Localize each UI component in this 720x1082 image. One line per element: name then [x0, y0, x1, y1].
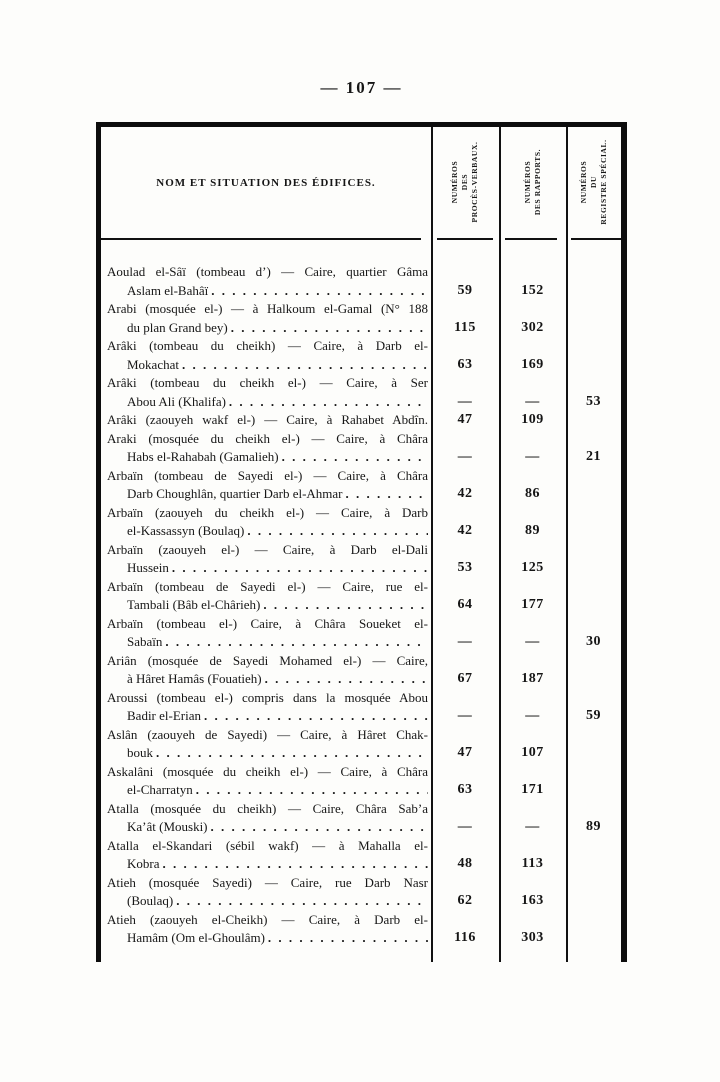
edifice-name-line2: [107, 855, 428, 874]
edifice-name-line1: Arbaïn (zaouyeh du cheikh el-) — Caire, à Darb: [107, 504, 428, 520]
edifice-name-line1: Arâki (tombeau du cheikh el-) — Caire, à Ser: [107, 375, 428, 390]
edifice-name-line2-text: Tambali (Bâb el-Chârieh): [127, 597, 261, 612]
table-row: [101, 300, 621, 337]
rapports-number: —: [525, 819, 540, 834]
proces-verbaux-number: 59: [457, 282, 473, 298]
edifice-name-line1: Araki (mosquée du cheikh el-) — Caire, à Châra: [107, 430, 428, 446]
table-row: [101, 874, 621, 911]
edifice-name-line2-text: Kobra: [127, 856, 160, 871]
table-row: [101, 800, 621, 837]
dot-leader: [196, 781, 428, 800]
dot-leader: [247, 522, 428, 541]
edifice-name-cell: [101, 837, 431, 874]
proces-verbaux-number: 67: [457, 671, 473, 686]
proces-verbaux-number: 42: [457, 486, 473, 501]
rapports-number: 171: [521, 782, 544, 797]
proces-verbaux-number: 47: [457, 412, 473, 427]
rapports-number: 109: [521, 412, 544, 427]
edifice-name-line2: [107, 319, 428, 338]
dot-leader: [176, 892, 428, 911]
edifice-name-line2: [107, 282, 428, 301]
edifice-name-line2-text: du plan Grand bey): [127, 319, 228, 335]
rapports-number: 89: [525, 523, 540, 538]
rapports-number: —: [525, 393, 540, 409]
table-body: [101, 240, 621, 948]
edifices-registry-table: [96, 122, 627, 962]
registre-special-number: 59: [586, 708, 601, 723]
proces-verbaux-number: —: [457, 393, 473, 409]
edifice-name-cell: [101, 578, 431, 615]
edifice-name-line2: [107, 670, 428, 689]
edifice-name-cell: [101, 541, 431, 578]
rapports-number: 169: [521, 356, 544, 372]
proces-verbaux-number: 53: [457, 560, 473, 575]
page-number: — 107 —: [320, 78, 403, 97]
dot-leader: [163, 855, 429, 874]
edifice-name-line2: [107, 781, 428, 800]
edifice-name-line1: Atieh (mosquée Sayedi) — Caire, rue Darb Nasr: [107, 874, 428, 890]
rapports-number: 152: [521, 282, 544, 298]
edifice-name-line2: [107, 522, 428, 541]
proces-verbaux-number: 63: [457, 782, 473, 797]
proces-verbaux-number: —: [457, 708, 473, 723]
dot-leader: [156, 744, 428, 763]
dot-leader: [204, 707, 428, 726]
edifice-name-cell: [101, 874, 431, 911]
edifice-name-line2-text: el-Charratyn: [127, 782, 193, 797]
edifice-name-line1: Askalâni (mosquée du cheikh el-) — Caire, à Châra: [107, 763, 428, 779]
edifice-name-line2-text: Ka’ât (Mouski): [127, 819, 208, 834]
rapports-number: 187: [521, 671, 544, 686]
edifice-name-cell: [101, 467, 431, 504]
rapports-number: 107: [521, 745, 544, 760]
edifice-name-line1: Arbaïn (tombeau de Sayedi el-) — Caire, rue el-: [107, 578, 428, 594]
header-line: DU: [589, 175, 598, 189]
edifice-name-line1: Arbaïn (zaouyeh el-) — Caire, à Darb el-Dali: [107, 541, 428, 557]
table-header: [101, 127, 621, 238]
table-row: [101, 763, 621, 800]
rapports-number: 303: [521, 930, 544, 945]
table-row: [101, 374, 621, 411]
dot-leader: [282, 448, 428, 467]
edifice-name-line2-text: Abou Ali (Khalifa): [127, 393, 226, 409]
rapports-number: 86: [525, 486, 540, 501]
edifice-name-cell: [101, 763, 431, 800]
edifice-name-line2: [107, 892, 428, 911]
edifice-name-line2: [107, 485, 428, 504]
edifice-name-cell: [101, 911, 431, 948]
edifice-name-cell: [101, 726, 431, 763]
edifice-name-line1: Ariân (mosquée de Sayedi Mohamed el-) — Caire,: [107, 652, 428, 668]
column-header-registre-special: [579, 139, 609, 224]
table-row: [101, 504, 621, 541]
edifice-name-line2-text: Badir el-Erian: [127, 708, 201, 723]
edifice-name-line2: [107, 744, 428, 763]
proces-verbaux-number: 64: [457, 597, 473, 612]
column-header-nom: NOM ET SITUATION DES ÉDIFICES.: [156, 176, 376, 189]
table-row: [101, 578, 621, 615]
dot-leader: [263, 596, 428, 615]
rapports-number: —: [525, 708, 540, 723]
table-row: [101, 411, 621, 430]
edifice-name-line2-text: Hussein: [127, 560, 169, 575]
edifice-name-line2-text: Sabaïn: [127, 634, 163, 649]
column-header-proces-verbaux: [450, 142, 480, 223]
edifice-name-line2: [107, 633, 428, 652]
edifice-name-line1: Arabi (mosquée el-) — à Halkoum el-Gamal (N° 188: [107, 301, 428, 316]
registre-special-number: 30: [586, 634, 601, 649]
table-row: [101, 541, 621, 578]
rapports-number: 302: [521, 319, 544, 335]
proces-verbaux-number: 115: [454, 319, 476, 335]
edifice-name-cell: [101, 652, 431, 689]
edifice-name-cell: [101, 337, 431, 374]
proces-verbaux-number: 48: [457, 856, 473, 871]
edifice-name-line2-text: Aslam el-Bahâï: [127, 282, 209, 298]
column-header-rapports: [523, 149, 543, 215]
edifice-name-line2: [107, 929, 428, 948]
edifice-name-line2: [107, 596, 428, 615]
dot-leader: [231, 319, 428, 338]
edifice-name-line2-text: Hamâm (Om el-Ghoulâm): [127, 930, 265, 945]
edifice-name-line2-text: à Hâret Hamâs (Fouatieh): [127, 671, 262, 686]
proces-verbaux-number: —: [457, 819, 473, 834]
table-row: [101, 263, 621, 300]
table-row: [101, 726, 621, 763]
proces-verbaux-number: 42: [457, 523, 473, 538]
rapports-number: —: [525, 449, 540, 464]
dot-leader: [229, 393, 428, 412]
header-line: NUMÉROS: [450, 160, 459, 204]
edifice-name-cell: [101, 411, 431, 430]
header-line: NUMÉROS: [579, 160, 588, 204]
edifice-name-line2: [107, 559, 428, 578]
proces-verbaux-number: —: [457, 634, 473, 649]
dot-leader: [182, 356, 428, 375]
edifice-name-line2: [107, 818, 428, 837]
rapports-number: —: [525, 634, 540, 649]
edifice-name-line1: Arâki (tombeau du cheikh) — Caire, à Darb el-: [107, 338, 428, 353]
edifice-name-line2: [107, 448, 428, 467]
dot-leader: [211, 818, 428, 837]
rapports-number: 163: [521, 893, 544, 908]
proces-verbaux-number: 116: [454, 930, 476, 945]
edifice-name-line1: Arbaïn (tombeau de Sayedi el-) — Caire, à Châra: [107, 467, 428, 483]
edifice-name-line1: Aslân (zaouyeh de Sayedi) — Caire, à Hâret Chak-: [107, 726, 428, 742]
dot-leader: [165, 633, 428, 652]
edifice-name-line2-text: Mokachat: [127, 356, 179, 372]
edifice-name-cell: [101, 615, 431, 652]
proces-verbaux-number: —: [457, 449, 473, 464]
edifice-name-line1: Arbaïn (tombeau el-) Caire, à Châra Soueket el-: [107, 615, 428, 631]
proces-verbaux-number: 47: [457, 745, 473, 760]
dot-leader: [211, 282, 428, 301]
edifice-name-cell: [101, 374, 431, 411]
rapports-number: 177: [521, 597, 544, 612]
dot-leader: [346, 485, 428, 504]
header-line: REGISTRE SPÉCIAL.: [599, 139, 608, 225]
table-row: [101, 430, 621, 467]
edifice-name-line2-text: Darb Choughlân, quartier Darb el-Ahmar: [127, 486, 343, 501]
header-line: NUMÉROS: [523, 160, 532, 204]
header-line: DES RAPPORTS.: [533, 148, 542, 216]
edifice-name-line2-text: (Boulaq): [127, 893, 174, 908]
edifice-name-line1: Aoulad el-Sâï (tombeau d’) — Caire, quartier Gâma: [107, 264, 428, 279]
edifice-name-line2-text: bouk: [127, 745, 153, 760]
registre-special-number: 89: [586, 819, 601, 834]
edifice-name-cell: [101, 263, 431, 300]
rapports-number: 125: [521, 560, 544, 575]
edifice-name-line1: Aroussi (tombeau el-) compris dans la mosquée Abou: [107, 689, 428, 705]
header-line: PROCÈS-VERBAUX.: [470, 141, 479, 223]
table-row: [101, 689, 621, 726]
registre-special-number: 21: [586, 449, 601, 464]
dot-leader: [268, 929, 428, 948]
rapports-number: 113: [521, 856, 544, 871]
table-row: [101, 337, 621, 374]
proces-verbaux-number: 62: [457, 893, 473, 908]
edifice-name-cell: [101, 300, 431, 337]
edifice-name-cell: [101, 504, 431, 541]
registre-special-number: 53: [586, 393, 601, 409]
dot-leader: [265, 670, 428, 689]
table-row: [101, 837, 621, 874]
edifice-name-cell: [101, 430, 431, 467]
edifice-name-line2: [107, 356, 428, 375]
edifice-name-line2-text: el-Kassassyn (Boulaq): [127, 523, 245, 538]
edifice-name-line2: [107, 707, 428, 726]
table-row: [101, 911, 621, 948]
table-row: [101, 652, 621, 689]
edifice-name-line1: Arâki (zaouyeh wakf el-) — Caire, à Rahabet Abdîn.: [107, 412, 428, 427]
edifice-name-cell: [101, 689, 431, 726]
edifice-name-line2: [107, 393, 428, 412]
edifice-name-cell: [101, 800, 431, 837]
proces-verbaux-number: 63: [457, 356, 473, 372]
table-row: [101, 615, 621, 652]
edifice-name-line1: Atieh (zaouyeh el-Cheikh) — Caire, à Darb el-: [107, 911, 428, 927]
header-line: DES: [460, 173, 469, 191]
dot-leader: [172, 559, 428, 578]
edifice-name-line1: Atalla (mosquée du cheikh) — Caire, Châra Sab’a: [107, 800, 428, 816]
edifice-name-line2-text: Habs el-Rahabah (Gamalieh): [127, 449, 279, 464]
edifice-name-line1: Atalla el-Skandari (sébil wakf) — à Mahalla el-: [107, 837, 428, 853]
table-row: [101, 467, 621, 504]
